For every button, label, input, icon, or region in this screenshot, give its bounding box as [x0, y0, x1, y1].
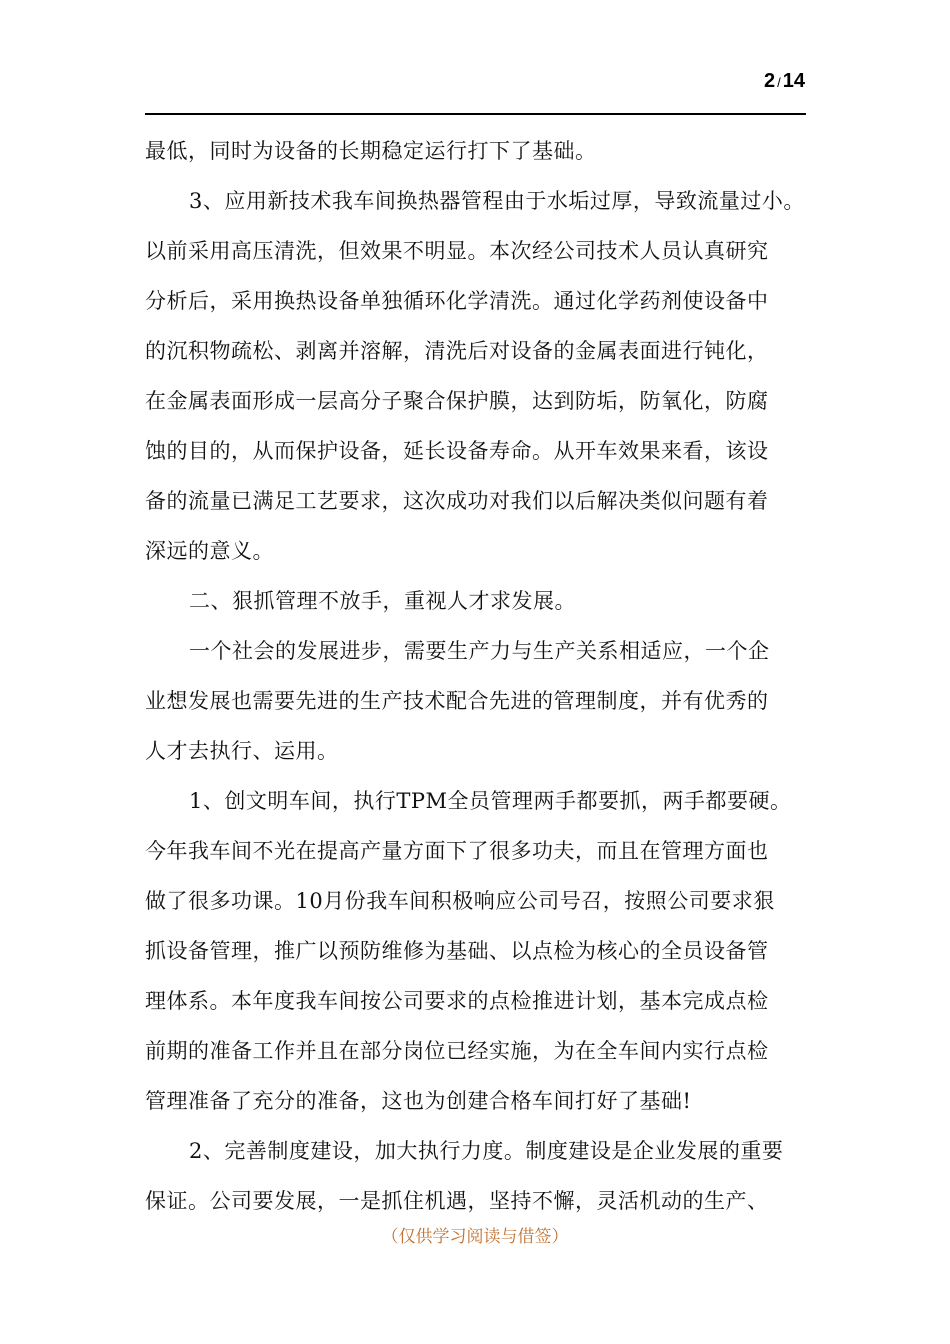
paragraph-line: 分析后，采用换热设备单独循环化学清洗。通过化学药剂使设备中 [145, 289, 769, 313]
paragraph-line: 以前采用高压清洗，但效果不明显。本次经公司技术人员认真研究 [145, 239, 769, 263]
paragraph-line: 1、创文明车间，执行TPM全员管理两手都要抓，两手都要硬。 [189, 789, 792, 813]
page-total: 14 [782, 70, 805, 92]
paragraph-line: 3、应用新技术我车间换热器管程由于水垢过厚，导致流量过小。 [189, 189, 805, 213]
footer-disclaimer: （仅供学习阅读与借签） [381, 1227, 569, 1247]
paragraph-line: 备的流量已满足工艺要求，这次成功对我们以后解决类似问题有着 [145, 489, 769, 513]
page-separator: / [777, 75, 781, 90]
paragraph-line: 业想发展也需要先进的生产技术配合先进的管理制度，并有优秀的 [145, 689, 769, 713]
paragraph-line: 今年我车间不光在提高产量方面下了很多功夫，而且在管理方面也 [145, 839, 769, 863]
document-body [145, 126, 815, 1226]
paragraph-line: 抓设备管理，推广以预防维修为基础、以点检为核心的全员设备管 [145, 939, 769, 963]
paragraph-line: 蚀的目的，从而保护设备，延长设备寿命。从开车效果来看，该设 [145, 439, 769, 463]
page-current: 2 [764, 70, 776, 92]
paragraph-line: 做了很多功课。10月份我车间积极响应公司号召，按照公司要求狠 [145, 889, 775, 913]
paragraph-line: 前期的准备工作并且在部分岗位已经实施，为在全车间内实行点检 [145, 1039, 769, 1063]
paragraph-line: 深远的意义。 [145, 539, 274, 563]
paragraph-line: 管理准备了充分的准备，这也为创建合格车间打好了基础! [145, 1089, 692, 1113]
paragraph-line: 在金属表面形成一层高分子聚合保护膜，达到防垢，防氧化，防腐 [145, 389, 769, 413]
paragraph-line: 的沉积物疏松、剥离并溶解，清洗后对设备的金属表面进行钝化， [145, 339, 769, 363]
paragraph-line: 最低，同时为设备的长期稳定运行打下了基础。 [145, 139, 597, 163]
page-number [764, 70, 805, 93]
paragraph-line: 人才去执行、运用。 [145, 739, 339, 763]
paragraph-line: 保证。公司要发展，一是抓住机遇，坚持不懈，灵活机动的生产、 [145, 1189, 769, 1213]
header-rule [145, 113, 806, 115]
section-heading: 二、狠抓管理不放手，重视人才求发展。 [189, 589, 576, 613]
paragraph-line: 一个社会的发展进步，需要生产力与生产关系相适应，一个企 [189, 639, 770, 663]
paragraph-line: 理体系。本年度我车间按公司要求的点检推进计划，基本完成点检 [145, 989, 769, 1013]
paragraph-line: 2、完善制度建设，加大执行力度。制度建设是企业发展的重要 [189, 1139, 784, 1163]
